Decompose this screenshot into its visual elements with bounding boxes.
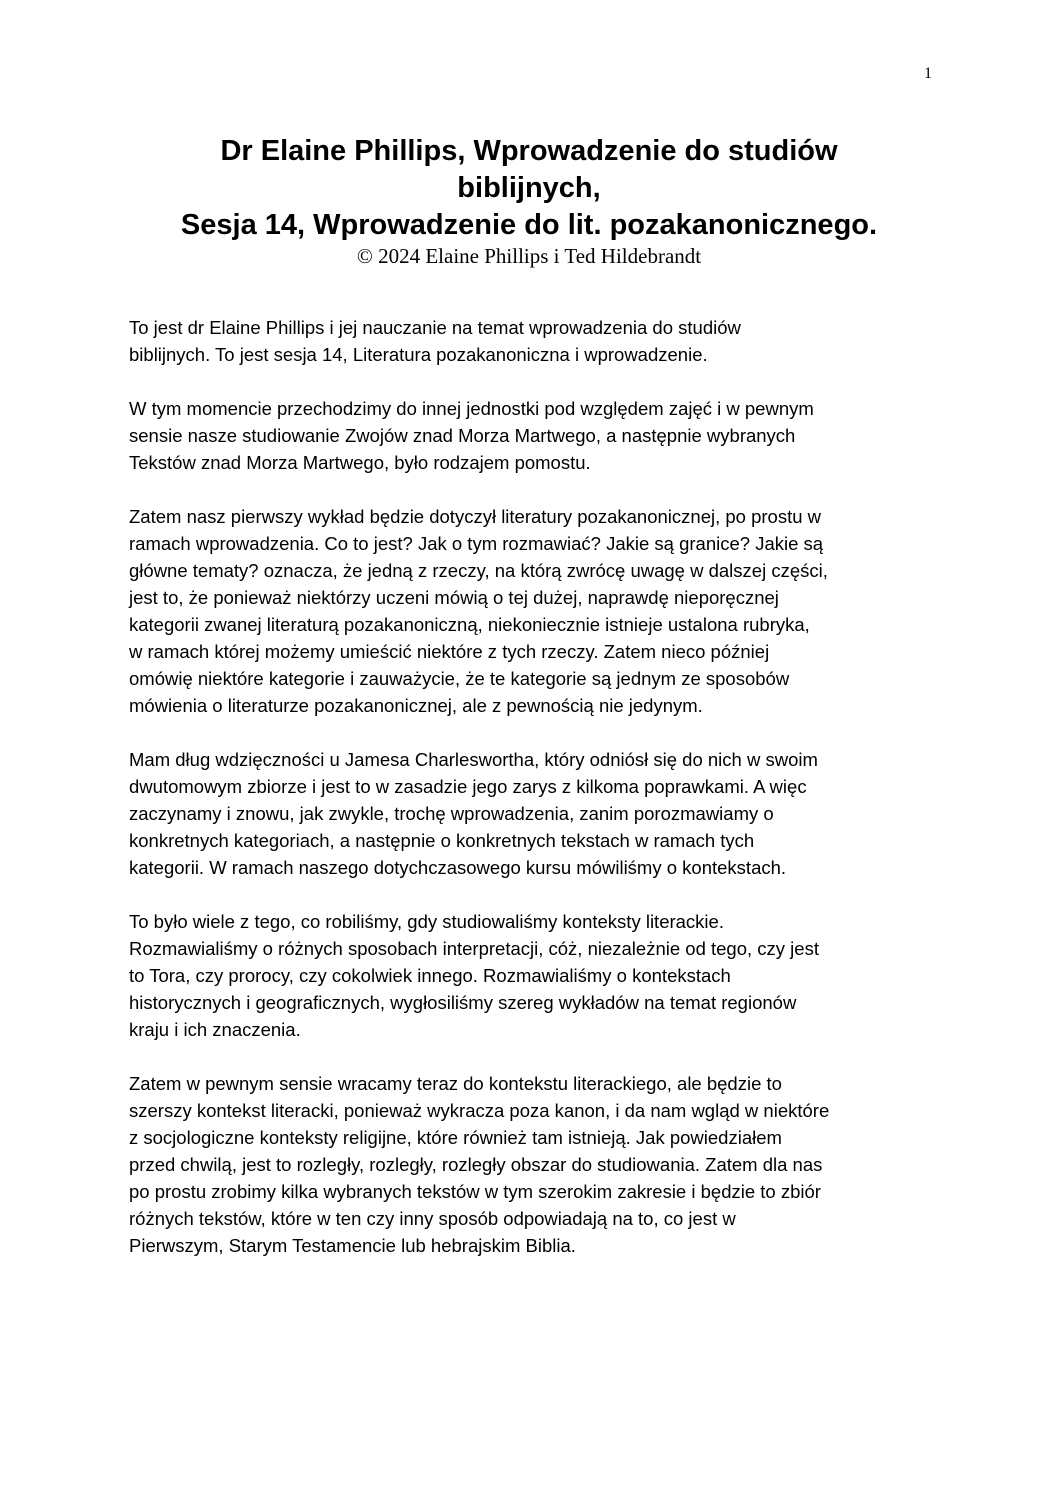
text-line: W tym momencie przechodzimy do innej jednostki pod względem zajęć i w pewnym xyxy=(129,398,814,419)
text-line: główne tematy? oznacza, że jedną z rzeczy, na którą zwrócę uwagę w dalszej części, xyxy=(129,560,828,581)
text-line: to Tora, czy prorocy, czy cokolwiek innego. Rozmawialiśmy o kontekstach xyxy=(129,965,731,986)
document-title-line-3: Sesja 14, Wprowadzenie do lit. pozakanonicznego. xyxy=(180,209,878,241)
text-line: kraju i ich znaczenia. xyxy=(129,1019,301,1040)
text-line: mówienia o literaturze pozakanonicznej, ale z pewnością nie jedynym. xyxy=(129,695,703,716)
page-number: 1 xyxy=(924,65,932,82)
document-title-line-1: Dr Elaine Phillips, Wprowadzenie do studiów xyxy=(220,135,838,167)
text-line: sensie nasze studiowanie Zwojów znad Morza Martwego, a następnie wybranych xyxy=(129,425,796,446)
text-line: To jest dr Elaine Phillips i jej nauczanie na temat wprowadzenia do studiów xyxy=(129,317,741,338)
text-line: biblijnych. To jest sesja 14, Literatura pozakanoniczna i wprowadzenie. xyxy=(129,344,708,365)
text-line: historycznych i geograficznych, wygłosiliśmy szereg wykładów na temat regionów xyxy=(129,992,797,1013)
paragraph xyxy=(129,908,949,1043)
text-line: dwutomowym zbiorze i jest to w zasadzie jego zarys z kilkoma poprawkami. A więc xyxy=(129,776,807,797)
text-line: różnych tekstów, które w ten czy inny sposób odpowiadają na to, co jest w xyxy=(129,1208,736,1229)
text-line: z socjologiczne konteksty religijne, które również tam istnieją. Jak powiedziałem xyxy=(129,1127,782,1148)
text-line: po prostu zrobimy kilka wybranych tekstów w tym szerokim zakresie i będzie to zbiór xyxy=(129,1181,821,1202)
text-line: zaczynamy i znowu, jak zwykle, trochę wprowadzenia, zanim porozmawiamy o xyxy=(129,803,774,824)
document-title-line-2: biblijnych, xyxy=(457,172,601,204)
paragraph xyxy=(129,395,949,476)
text-line: Zatem nasz pierwszy wykład będzie dotyczył literatury pozakanonicznej, po prostu w xyxy=(129,506,822,527)
document-body xyxy=(129,314,949,1286)
text-line: jest to, że ponieważ niektórzy uczeni mówią o tej dużej, naprawdę nieporęcznej xyxy=(129,587,779,608)
text-line: konkretnych kategoriach, a następnie o konkretnych tekstach w ramach tych xyxy=(129,830,755,851)
copyright-line: © 2024 Elaine Phillips i Ted Hildebrandt xyxy=(356,244,702,268)
text-line: Mam dług wdzięczności u Jamesa Charleswortha, który odniósł się do nich w swoim xyxy=(129,749,818,770)
text-line: Tekstów znad Morza Martwego, było rodzajem pomostu. xyxy=(129,452,591,473)
text-line: Pierwszym, Starym Testamencie lub hebrajskim Biblia. xyxy=(129,1235,576,1256)
text-line: omówię niektóre kategorie i zauważycie, że te kategorie są jednym ze sposobów xyxy=(129,668,790,689)
text-line: szerszy kontekst literacki, ponieważ wykracza poza kanon, i da nam wgląd w niektóre xyxy=(129,1100,830,1121)
paragraph xyxy=(129,746,949,881)
paragraph xyxy=(129,503,949,719)
text-line: kategorii zwanej literaturą pozakanoniczną, niekoniecznie istnieje ustalona rubryka, xyxy=(129,614,810,635)
text-line: Rozmawialiśmy o różnych sposobach interpretacji, cóż, niezależnie od tego, czy jest xyxy=(129,938,819,959)
text-line: To było wiele z tego, co robiliśmy, gdy studiowaliśmy konteksty literackie. xyxy=(129,911,724,932)
paragraph xyxy=(129,1070,949,1259)
text-line: przed chwilą, jest to rozległy, rozległy, rozległy obszar do studiowania. Zatem dla nas xyxy=(129,1154,823,1175)
text-line: ramach wprowadzenia. Co to jest? Jak o tym rozmawiać? Jakie są granice? Jakie są xyxy=(129,533,824,554)
title-block xyxy=(0,133,1058,269)
text-line: kategorii. W ramach naszego dotychczasowego kursu mówiliśmy o kontekstach. xyxy=(129,857,787,878)
text-line: w ramach której możemy umieścić niektóre z tych rzeczy. Zatem nieco później xyxy=(129,641,770,662)
paragraph xyxy=(129,314,949,368)
text-line: Zatem w pewnym sensie wracamy teraz do kontekstu literackiego, ale będzie to xyxy=(129,1073,782,1094)
